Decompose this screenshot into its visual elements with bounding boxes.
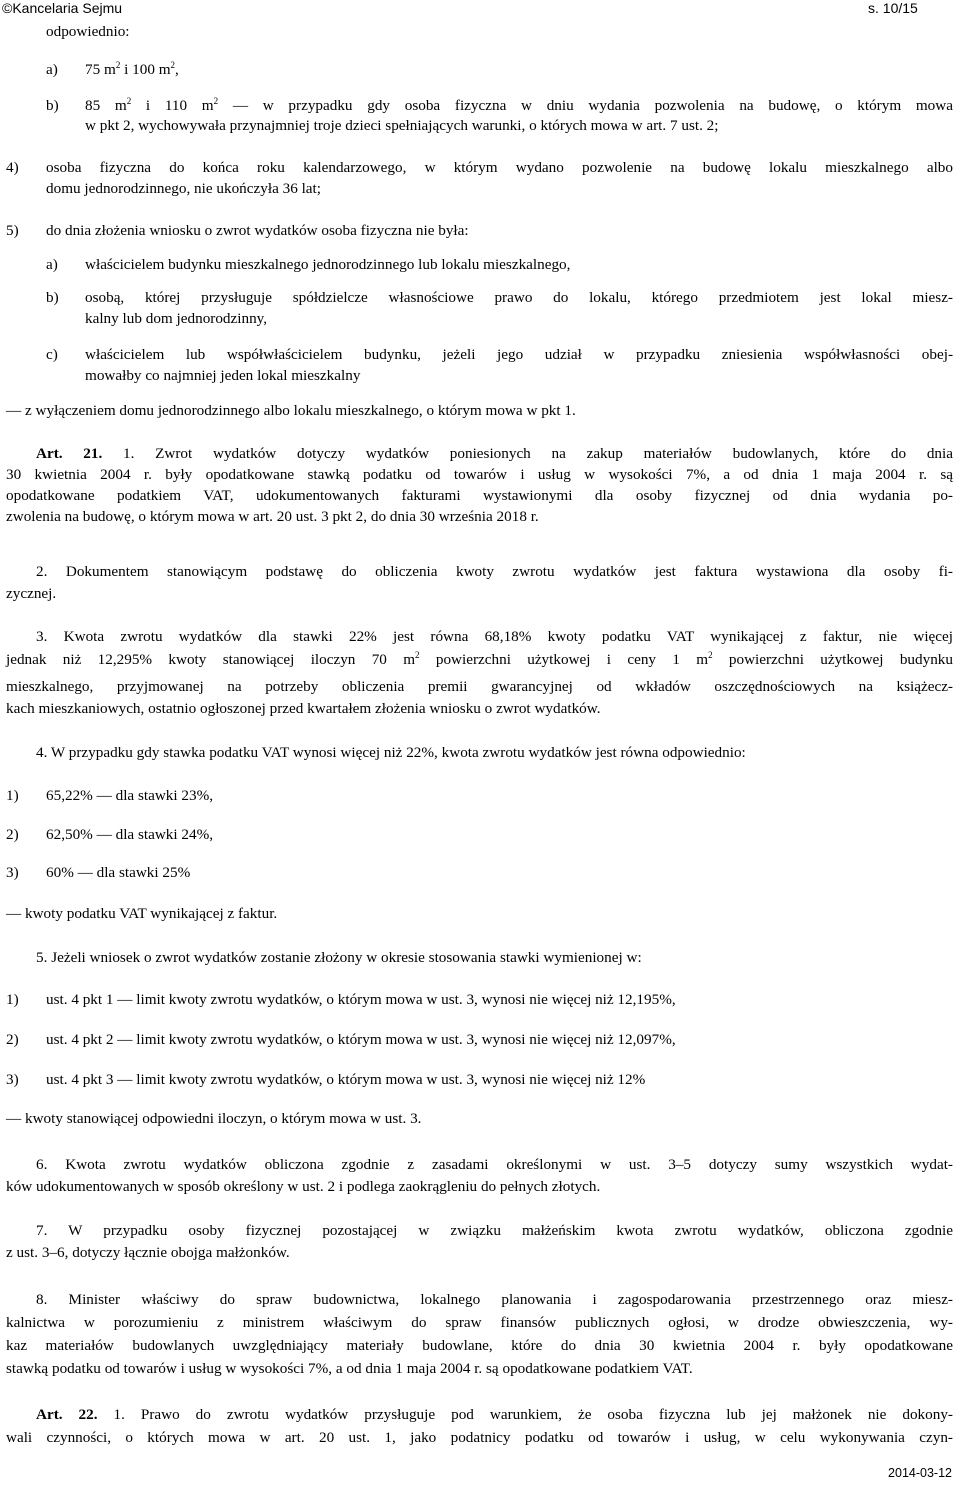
text-line: właścicielem budynku mieszkalnego jednorodzinnego lub lokalu mieszkalnego, xyxy=(85,256,571,273)
list-marker: 3) xyxy=(6,1071,19,1088)
text-line: ust. 4 pkt 1 — limit kwoty zwrotu wydatków, o którym mowa w ust. 3, wynosi nie więcej niż 12,195%, xyxy=(46,991,676,1008)
text-line: 2. Dokumentem stanowiącym podstawę do obliczenia kwoty zwrotu wydatków jest faktura wystawiona dla osoby fi- xyxy=(36,563,953,580)
text-line: ust. 4 pkt 3 — limit kwoty zwrotu wydatków, o którym mowa w ust. 3, wynosi nie więcej niż 12% xyxy=(46,1071,646,1088)
text-line: 65,22% — dla stawki 23%, xyxy=(46,787,214,804)
text-line: 5. Jeżeli wniosek o zwrot wydatków zostanie złożony w okresie stosowania stawki wymienionej w: xyxy=(36,949,642,966)
text-line: zycznej. xyxy=(6,585,57,602)
list-marker: 3) xyxy=(6,864,19,881)
text-line: zwolenia na budowę, o którym mowa w art. 20 ust. 3 pkt 2, do dnia 30 września 2018 r. xyxy=(6,508,539,525)
text-line: 30 kwietnia 2004 r. były opodatkowane stawką podatku od towarów i usług w wysokości 7%, a od dnia 1 maja 2004 r. są xyxy=(6,466,953,483)
text-line: z ust. 3–6, dotyczy łącznie obojga małżonków. xyxy=(6,1244,290,1261)
text-line: 75 $m^2$ i 100 $m^2$, xyxy=(85,59,179,78)
text-line: kaz materiałów budowlanych uwzględniający materiały budowlane, które do dnia 30 kwietnia 2004 r. były opodatkowane xyxy=(6,1337,953,1354)
text-line: kalny lub dom jednorodzinny, xyxy=(85,310,268,327)
text-line: 4. W przypadku gdy stawka podatku VAT wynosi więcej niż 22%, kwota zwrotu wydatków jest równa odpowiednio: xyxy=(36,744,746,761)
list-marker: a) xyxy=(46,256,58,273)
text-line: kalnictwa w porozumieniu z ministrem właściwym do spraw finansów publicznych ogłosi, w drodze obwieszczenia, wy- xyxy=(6,1314,953,1331)
text-line: opodatkowane podatkiem VAT, udokumentowanych fakturami wystawionymi dla osoby fizycznej od dnia wydania po- xyxy=(6,487,953,504)
footer-date: 2014-03-12 xyxy=(888,1466,952,1480)
text-line: właścicielem lub współwłaścicielem budynku, jeżeli jego udział w przypadku zniesienia współwłasności obej- xyxy=(85,346,953,363)
list-marker: 5) xyxy=(6,222,19,239)
text-line: 85 $m^2$ i 110 $m^2$ — w przypadku gdy osoba fizyczna w dniu wydania pozwolenia na budowę, o którym mowa xyxy=(85,95,953,114)
list-marker: b) xyxy=(46,289,59,306)
list-marker: c) xyxy=(46,346,58,363)
page-number: s. 10/15 xyxy=(868,0,918,16)
list-marker: 1) xyxy=(6,991,19,1008)
text-line: mieszkalnego, przyjmowanej na potrzeby obliczenia premii gwarancyjnej od wkładów oszczędnościowych na książecz- xyxy=(6,678,953,695)
text-line: — z wyłączeniem domu jednorodzinnego albo lokalu mieszkalnego, o którym mowa w pkt 1. xyxy=(6,402,576,419)
text-line: jednak niż 12,295% kwoty stanowiącej iloczyn 70 $m^2$ powierzchni użytkowej i ceny 1 $m^2$ powierzchni użytkowej budynku xyxy=(6,649,953,668)
text-line: 6. Kwota zwrotu wydatków obliczona zgodnie z zasadami określonymi w ust. 3–5 dotyczy sumy wszystkich wydat- xyxy=(36,1156,953,1173)
text-line: 62,50% — dla stawki 24%, xyxy=(46,826,214,843)
text-line: mowałby co najmniej jeden lokal mieszkalny xyxy=(85,367,361,384)
text-line: osoba fizyczna do końca roku kalendarzowego, w którym wydano pozwolenie na budowę lokalu mieszkalnego albo xyxy=(46,159,953,176)
list-marker: a) xyxy=(46,61,58,78)
text-line: 8. Minister właściwy do spraw budownictwa, lokalnego planowania i zagospodarowania przestrzennego oraz miesz- xyxy=(36,1291,953,1308)
article-22-line: Art. 22. 1. Prawo do zwrotu wydatków przysługuje pod warunkiem, że osoba fizyczna lub jej małżonek nie dokony- xyxy=(36,1406,953,1423)
list-marker: 2) xyxy=(6,1031,19,1048)
text-line: ków udokumentowanych w sposób określony w ust. 2 i podlega zaokrągleniu do pełnych złotych. xyxy=(6,1178,601,1195)
page-header-left: ©Kancelaria Sejmu xyxy=(2,0,123,16)
text-line: — kwoty stanowiącej odpowiedni iloczyn, o którym mowa w ust. 3. xyxy=(6,1110,422,1127)
text-line: domu jednorodzinnego, nie ukończyła 36 lat; xyxy=(46,180,321,197)
text-line: — kwoty podatku VAT wynikającej z faktur. xyxy=(6,905,278,922)
text-line: ust. 4 pkt 2 — limit kwoty zwrotu wydatków, o którym mowa w ust. 3, wynosi nie więcej niż 12,097%, xyxy=(46,1031,676,1048)
text-line: 60% — dla stawki 25% xyxy=(46,864,191,881)
list-marker: 2) xyxy=(6,826,19,843)
list-marker: b) xyxy=(46,97,59,114)
text-line: wali czynności, o których mowa w art. 20 ust. 1, jako podatnicy podatku od towarów i usług, w celu wykonywania czyn- xyxy=(6,1429,953,1446)
text-line: 3. Kwota zwrotu wydatków dla stawki 22% jest równa 68,18% kwoty podatku VAT wynikającej z faktur, nie więcej xyxy=(36,628,953,645)
text-line: w pkt 2, wychowywała przynajmniej troje dzieci spełniających warunki, o których mowa w art. 7 ust. 2; xyxy=(85,117,719,134)
list-marker: 1) xyxy=(6,787,19,804)
list-marker: 4) xyxy=(6,159,19,176)
text-line: odpowiednio: xyxy=(46,23,130,40)
text-line: 7. W przypadku osoby fizycznej pozostającej w związku małżeńskim kwota zwrotu wydatków, obliczona zgodnie xyxy=(36,1222,953,1239)
text-line: kach mieszkaniowych, ostatnio ogłoszonej przed kwartałem złożenia wniosku o zwrot wydatków. xyxy=(6,700,601,717)
article-21-line: Art. 21. 1. Zwrot wydatków dotyczy wydatków poniesionych na zakup materiałów budowlanych, które do dnia xyxy=(36,445,953,462)
text-line: stawką podatku od towarów i usług w wysokości 7%, a od dnia 1 maja 2004 r. są opodatkowane podatkiem VAT. xyxy=(6,1360,693,1377)
text-line: osobą, której przysługuje spółdzielcze własnościowe prawo do lokalu, którego przedmiotem jest lokal miesz- xyxy=(85,289,953,306)
text-line: do dnia złożenia wniosku o zwrot wydatków osoba fizyczna nie była: xyxy=(46,222,469,239)
